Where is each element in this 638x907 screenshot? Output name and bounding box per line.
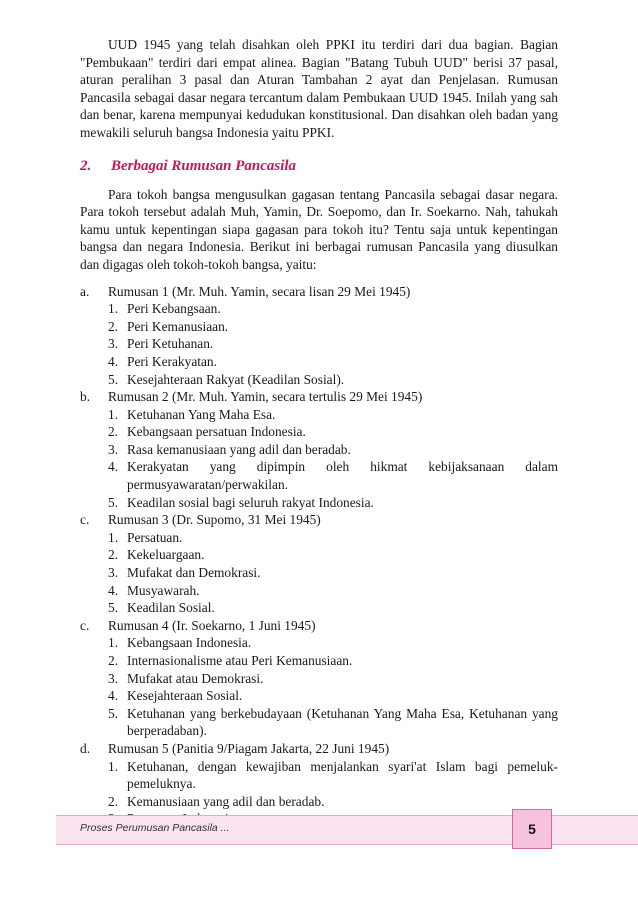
list-item-number: 4. — [108, 353, 119, 369]
list-item-text: Kebangsaan persatuan Indonesia. — [127, 424, 306, 440]
list-item — [108, 652, 558, 670]
rumusan-letter: c. — [80, 512, 90, 528]
rumusan-letter: b. — [80, 389, 91, 405]
list-item — [108, 529, 558, 547]
list-item — [108, 687, 558, 705]
rumusan-list — [80, 283, 558, 828]
section-heading — [80, 156, 558, 176]
rumusan-items — [80, 634, 558, 740]
intro-paragraph: UUD 1945 yang telah disahkan oleh PPKI itu terdiri dari dua bagian. Bagian "Pembukaan" terdiri dari empat alinea. Bagian "Batang Tubuh UUD" berisi 37 pasal, aturan peralihan 3 pasal dan Aturan Tambahan 2 ayat dan Penjelasan. Rumusan Pancasila sebagai dasar negara tercantum dalam Pembukaan UUD 1945. Inilah yang sah dan benar, karena mempunyai kedudukan konstitusional. Dan disahkan oleh badan yang mewakili seluruh bangsa Indonesia yaitu PPKI. — [80, 37, 558, 140]
list-item-text: Peri Kebangsaan. — [127, 301, 221, 317]
rumusan-heading — [80, 511, 558, 529]
list-item-number: 4. — [108, 459, 119, 475]
rumusan-items — [80, 529, 558, 617]
list-item — [108, 406, 558, 424]
rumusan-heading — [80, 283, 558, 301]
list-item-number: 2. — [108, 653, 119, 668]
list-item — [108, 494, 558, 512]
rumusan-heading — [80, 388, 558, 406]
list-item-text: Keadilan Sosial. — [127, 600, 215, 616]
footer-chapter-title: Proses Perumusan Pancasila ... — [80, 822, 230, 834]
list-item-number: 5. — [108, 371, 119, 387]
list-item — [108, 705, 558, 740]
list-item-text: Kemanusiaan yang adil dan beradab. — [127, 793, 325, 809]
rumusan-heading-text: Rumusan 3 (Dr. Supomo, 31 Mei 1945) — [108, 512, 321, 528]
list-item-number: 1. — [108, 301, 119, 317]
list-item — [108, 670, 558, 688]
list-item-text: Ketuhanan, dengan kewajiban menjalankan syari'at Islam bagi pemeluk-pemeluknya. — [127, 758, 558, 792]
list-item-number: 5. — [108, 600, 119, 616]
page-number: 5 — [512, 809, 552, 849]
rumusan-heading-text: Rumusan 5 (Panitia 9/Piagam Jakarta, 22 Juni 1945) — [108, 740, 390, 756]
list-item-text: Musyawarah. — [127, 582, 200, 598]
list-item-number: 4. — [108, 582, 119, 598]
rumusan-block — [80, 617, 558, 740]
list-item-number: 1. — [108, 635, 119, 651]
list-item-number: 3. — [108, 336, 119, 352]
list-item — [108, 423, 558, 441]
list-item-number: 2. — [108, 424, 119, 440]
list-item-text: Keadilan sosial bagi seluruh rakyat Indonesia. — [127, 494, 374, 510]
rumusan-heading-text: Rumusan 1 (Mr. Muh. Yamin, secara lisan 29 Mei 1945) — [108, 283, 411, 299]
list-item-text: Kesejahteraan Rakyat (Keadilan Sosial). — [127, 371, 345, 387]
rumusan-block — [80, 511, 558, 617]
page-content — [80, 36, 558, 828]
rumusan-heading — [80, 740, 558, 758]
list-item-text: Kerakyatan yang dipimpin oleh hikmat kebijaksanaan dalam permusyawaratan/perwakilan. — [127, 459, 558, 493]
rumusan-heading-text: Rumusan 2 (Mr. Muh. Yamin, secara tertulis 29 Mei 1945) — [108, 389, 423, 405]
list-item-number: 5. — [108, 705, 119, 721]
list-item — [108, 335, 558, 353]
rumusan-items — [80, 406, 558, 512]
rumusan-items — [80, 300, 558, 388]
list-item-text: Rasa kemanusiaan yang adil dan beradab. — [127, 441, 351, 457]
list-item — [108, 793, 558, 811]
list-item-number: 1. — [108, 529, 119, 545]
list-item-number: 1. — [108, 758, 119, 774]
list-item-text: Peri Ketuhanan. — [127, 336, 214, 352]
list-item-text: Kebangsaan Indonesia. — [127, 635, 252, 651]
list-item-text: Ketuhanan Yang Maha Esa. — [127, 406, 276, 422]
list-item — [108, 371, 558, 389]
section-number: 2. — [80, 157, 92, 174]
list-item — [108, 353, 558, 371]
list-item-text: Peri Kerakyatan. — [127, 353, 217, 369]
list-item-text: Persatuan. — [127, 529, 183, 545]
list-item-number: 5. — [108, 494, 119, 510]
list-item-number: 2. — [108, 793, 119, 809]
list-item — [108, 300, 558, 318]
list-item — [108, 318, 558, 336]
list-item-number: 4. — [108, 688, 119, 704]
section-title: Berbagai Rumusan Pancasila — [111, 157, 297, 174]
list-item — [108, 458, 558, 493]
list-item-text: Mufakat dan Demokrasi. — [127, 565, 261, 581]
list-item — [108, 758, 558, 793]
list-item-text: Kesejahteraan Sosial. — [127, 688, 243, 704]
list-item-text: Kekeluargaan. — [127, 547, 205, 563]
section-paragraph: Para tokoh bangsa mengusulkan gagasan tentang Pancasila sebagai dasar negara. Para tokoh tersebut adalah Muh, Yamin, Dr. Soepomo, dan Ir. Soekarno. Nah, tahukah kamu untuk kepentingan siapa gagasan para tokoh itu? Tentu saja untuk kepentingan bangsa dan negara Indonesia. Berikut ini berbagai rumusan Pancasila yang diusulkan dan digagas oleh tokoh-tokoh bangsa, yaitu: — [80, 186, 558, 272]
list-item-number: 3. — [108, 565, 119, 581]
rumusan-heading — [80, 617, 558, 635]
list-item — [108, 599, 558, 617]
list-item-number: 1. — [108, 406, 119, 422]
rumusan-letter: c. — [80, 617, 90, 633]
list-item-number: 2. — [108, 547, 119, 563]
rumusan-block — [80, 283, 558, 389]
list-item-number: 3. — [108, 441, 119, 457]
rumusan-letter: a. — [80, 283, 90, 299]
list-item — [108, 564, 558, 582]
list-item — [108, 546, 558, 564]
list-item-number: 3. — [108, 670, 119, 686]
list-item — [108, 582, 558, 600]
list-item-text: Ketuhanan yang berkebudayaan (Ketuhanan Yang Maha Esa, Ketuhanan yang berperadaban). — [127, 705, 558, 739]
list-item — [108, 441, 558, 459]
list-item-text: Internasionalisme atau Peri Kemanusiaan. — [127, 653, 353, 668]
list-item-number: 2. — [108, 318, 119, 334]
list-item-text: Peri Kemanusiaan. — [127, 318, 229, 334]
rumusan-block — [80, 388, 558, 511]
list-item-text: Mufakat atau Demokrasi. — [127, 670, 264, 686]
rumusan-heading-text: Rumusan 4 (Ir. Soekarno, 1 Juni 1945) — [108, 617, 316, 633]
list-item — [108, 634, 558, 652]
rumusan-letter: d. — [80, 740, 91, 756]
